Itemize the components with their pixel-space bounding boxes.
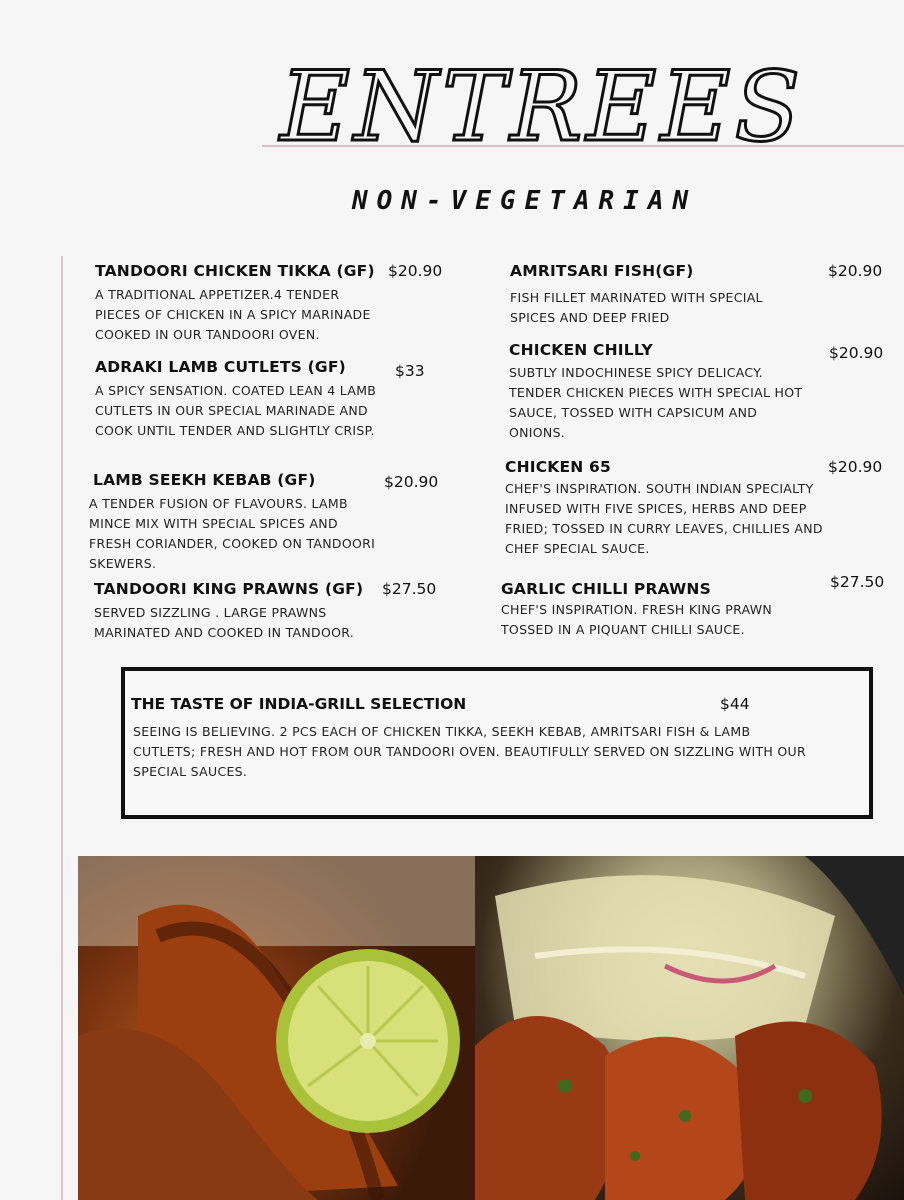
item-price: $20.90 [829, 344, 884, 362]
prawns-illustration [475, 856, 904, 1200]
item-description: CHEF'S INSPIRATION. FRESH KING PRAWN TOSSED IN A PIQUANT CHILLI SAUCE. [501, 602, 773, 637]
item-name: ADRAKI LAMB CUTLETS (GF) [95, 358, 346, 376]
section-subtitle: NON-VEGETARIAN [352, 186, 698, 216]
item-name: GARLIC CHILLI PRAWNS [501, 580, 711, 598]
item-name: CHICKEN CHILLY [509, 341, 653, 359]
item-name: AMRITSARI FISH(GF) [510, 262, 694, 280]
menu-item [501, 580, 801, 640]
item-name: CHICKEN 65 [505, 458, 612, 476]
menu-item [94, 580, 384, 643]
left-divider [61, 256, 63, 1200]
grilled-prawns-photo [475, 856, 904, 1200]
menu-item [505, 458, 830, 559]
menu-item [89, 471, 381, 574]
item-price: $20.90 [828, 262, 883, 280]
item-description: A SPICY SENSATION. COATED LEAN 4 LAMB CUTLETS IN OUR SPECIAL MARINADE AND COOK UNTIL TENDER AND SLIGHTLY CRISP. [95, 383, 377, 438]
item-description: SERVED SIZZLING . LARGE PRAWNS MARINATED AND COOKED IN TANDOOR. [94, 605, 355, 640]
item-description: A TENDER FUSION OF FLAVOURS. LAMB MINCE MIX WITH SPECIAL SPICES AND FRESH CORIANDER, COOKED ON TANDOORI SKEWERS. [89, 496, 376, 571]
chicken-illustration [78, 856, 475, 1200]
tandoori-chicken-photo [78, 856, 475, 1200]
menu-item [95, 358, 385, 441]
item-description: SUBTLY INDOCHINESE SPICY DELICACY. TENDER CHICKEN PIECES WITH SPECIAL HOT SAUCE, TOSSED WITH CAPSICUM AND ONIONS. [509, 365, 803, 440]
featured-item-name: THE TASTE OF INDIA-GRILL SELECTION [131, 695, 467, 713]
item-price: $20.90 [828, 458, 883, 476]
item-description: FISH FILLET MARINATED WITH SPECIAL SPICES AND DEEP FRIED [510, 290, 763, 325]
item-price: $27.50 [382, 580, 437, 598]
title-script [260, 30, 805, 180]
item-price: $33 [395, 362, 425, 380]
menu-item [95, 262, 385, 345]
item-price: $20.90 [388, 262, 443, 280]
item-name: LAMB SEEKH KEBAB (GF) [93, 471, 316, 489]
item-name: TANDOORI KING PRAWNS (GF) [94, 580, 364, 598]
item-price: $27.50 [830, 573, 885, 591]
title-text: ENTREES [280, 51, 805, 163]
item-description: A TRADITIONAL APPETIZER.4 TENDER PIECES OF CHICKEN IN A SPICY MARINADE COOKED IN OUR TANDOORI OVEN. [95, 287, 371, 342]
featured-item-description: SEEING IS BELIEVING. 2 PCS EACH OF CHICKEN TIKKA, SEEKH KEBAB, AMRITSARI FISH & LAMB CUTLETS; FRESH AND HOT FROM OUR TANDOORI OVEN. BEAUTIFULLY SERVED ON SIZZLING WITH OUR SPECIAL SAUCES. [133, 724, 806, 779]
featured-item-price: $44 [720, 695, 750, 713]
item-name: TANDOORI CHICKEN TIKKA (GF) [95, 262, 375, 280]
menu-item [509, 341, 815, 443]
menu-item [510, 262, 810, 328]
item-description: CHEF'S INSPIRATION. SOUTH INDIAN SPECIALTY INFUSED WITH FIVE SPICES, HERBS AND DEEP FRIED; TOSSED IN CURRY LEAVES, CHILLIES AND CHEF SPECIAL SAUCE. [505, 481, 823, 556]
page-title [260, 30, 805, 180]
item-price: $20.90 [384, 473, 439, 491]
